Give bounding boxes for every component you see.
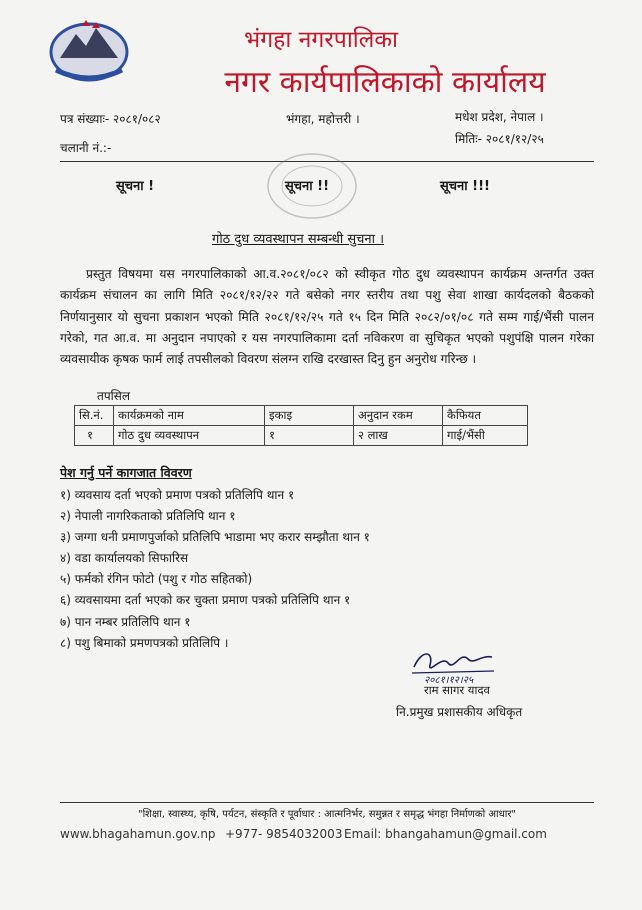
- letter-number: पत्र संख्याः- २०८१/०८२: [60, 112, 161, 126]
- documents-list: [60, 485, 370, 654]
- documents-title: पेश गर्नु पर्ने कागजात विवरण: [60, 465, 192, 480]
- table-cell: १: [75, 426, 114, 446]
- list-item: ५) फर्मको रंगिन फोटो (पशु र गोठ सहितको): [60, 572, 253, 587]
- email-link[interactable]: Email: bhangahamun@gmail.com: [344, 827, 547, 841]
- date: मितिः- २०८१/१२/२५: [455, 132, 544, 146]
- signature-date: २०८१।१२।२५: [424, 675, 474, 686]
- province: मधेश प्रदेश, नेपाल ।: [455, 110, 544, 124]
- list-item: ७) पान नम्बर प्रतिलिपि थान १: [60, 614, 191, 629]
- table-cell: १: [265, 426, 354, 446]
- table-header-cell: कार्यक्रमको नाम: [114, 406, 265, 426]
- notice-body: [60, 264, 594, 370]
- tapsil-label: तपसिल: [97, 389, 131, 403]
- location: भंगहा, महोत्तरी ।: [286, 112, 360, 126]
- list-item: ८) पशु बिमाको प्रमणपत्रको प्रतिलिपि ।: [60, 635, 229, 650]
- dispatch-number: चलानी नं.:-: [60, 141, 112, 155]
- phone-number: +977- 9854032003: [225, 827, 343, 841]
- list-item: ६) व्यवसायमा दर्ता भएको कर चुक्ता प्रमाण पत्रको प्रतिलिपि थान १: [60, 593, 351, 608]
- table-header-cell: इकाइ: [265, 406, 354, 426]
- list-item: १) व्यवसाय दर्ता भएको प्रमाण पत्रको प्रतिलिपि थान १: [60, 488, 295, 502]
- notice-subject: गोठ दुध व्यवस्थापन सम्बन्धी सुचना ।: [212, 232, 385, 247]
- signatory-title: नि.प्रमुख प्रशासकीय अधिकृत: [396, 705, 523, 719]
- table-header-cell: सि.नं.: [75, 406, 114, 426]
- table-cell: गाई/भैंसी: [443, 426, 528, 446]
- list-item: ४) वडा कार्यालयको सिफारिस: [60, 551, 189, 566]
- table-header-cell: अनुदान रकम: [354, 406, 443, 426]
- notice-2: सूचना !!: [285, 179, 330, 194]
- table-cell: गोठ दुध व्यवस्थापन: [114, 426, 265, 446]
- table-row: [75, 426, 528, 446]
- footer-motto: "शिक्षा, स्वास्थ्य, कृषि, पर्यटन, संस्कृति र पूर्वाधार : आत्मनिर्भर, समुन्नत र समृद्ध भंगहा निर्माणको आधार": [137, 809, 517, 820]
- notice-3: सूचना !!!: [440, 179, 490, 194]
- table-header-row: [75, 406, 528, 426]
- table-cell: २ लाख: [354, 426, 443, 446]
- list-item: ३) जग्गा धनी प्रमाणपुर्जाको प्रतिलिपि भाडामा भए करार सम्झौता थान १: [60, 530, 370, 545]
- office-name: नगर कार्यपालिकाको कार्यालय: [224, 65, 546, 100]
- signatory-name: राम सागर यादव: [424, 683, 490, 697]
- municipality-name: भंगहा नगरपालिका: [244, 27, 398, 53]
- notice-1: सूचना !: [116, 179, 155, 194]
- footer-divider: [60, 802, 594, 803]
- table-header-cell: कैफियत: [443, 406, 528, 426]
- body-paragraph: प्रस्तुत विषयमा यस नगरपालिकाको आ.व.२०८१/०८२ को स्वीकृत गोठ दुध व्यवस्थापन कार्यक्रम अन्तर्गत उक्त कार्यक्रम संचालन का लागि मिति २०८१/१२/२२ गते बसेको नगर स्तरीय तथा पशु सेवा शाखा कार्यदलको बैठकको निर्णयानुसार यो सुचना प्रकाशन भएको मिति २०८१/१२/२५ गते १५ दिन मिति २०८२/०१/०८ गते सम्म गाई/भैंसी पालन गरेको, गत आ.व. मा अनुदान नपाएको र यस नगरपालिकामा दर्ता नविकरण वा सुचिकृत भएको पशुपंक्षि पालन गरेका व्यवसायीक कृषक फार्म लाई तपसीलको विवरण संलग्न राखि दरखास्त दिनु हुन अनुरोध गरिन्छ ।: [60, 267, 594, 367]
- list-item: २) नेपाली नागरिकताको प्रतिलिपि थान १: [60, 509, 236, 524]
- details-table: [74, 405, 528, 446]
- website-link[interactable]: www.bhagahamun.gov.np: [60, 827, 216, 841]
